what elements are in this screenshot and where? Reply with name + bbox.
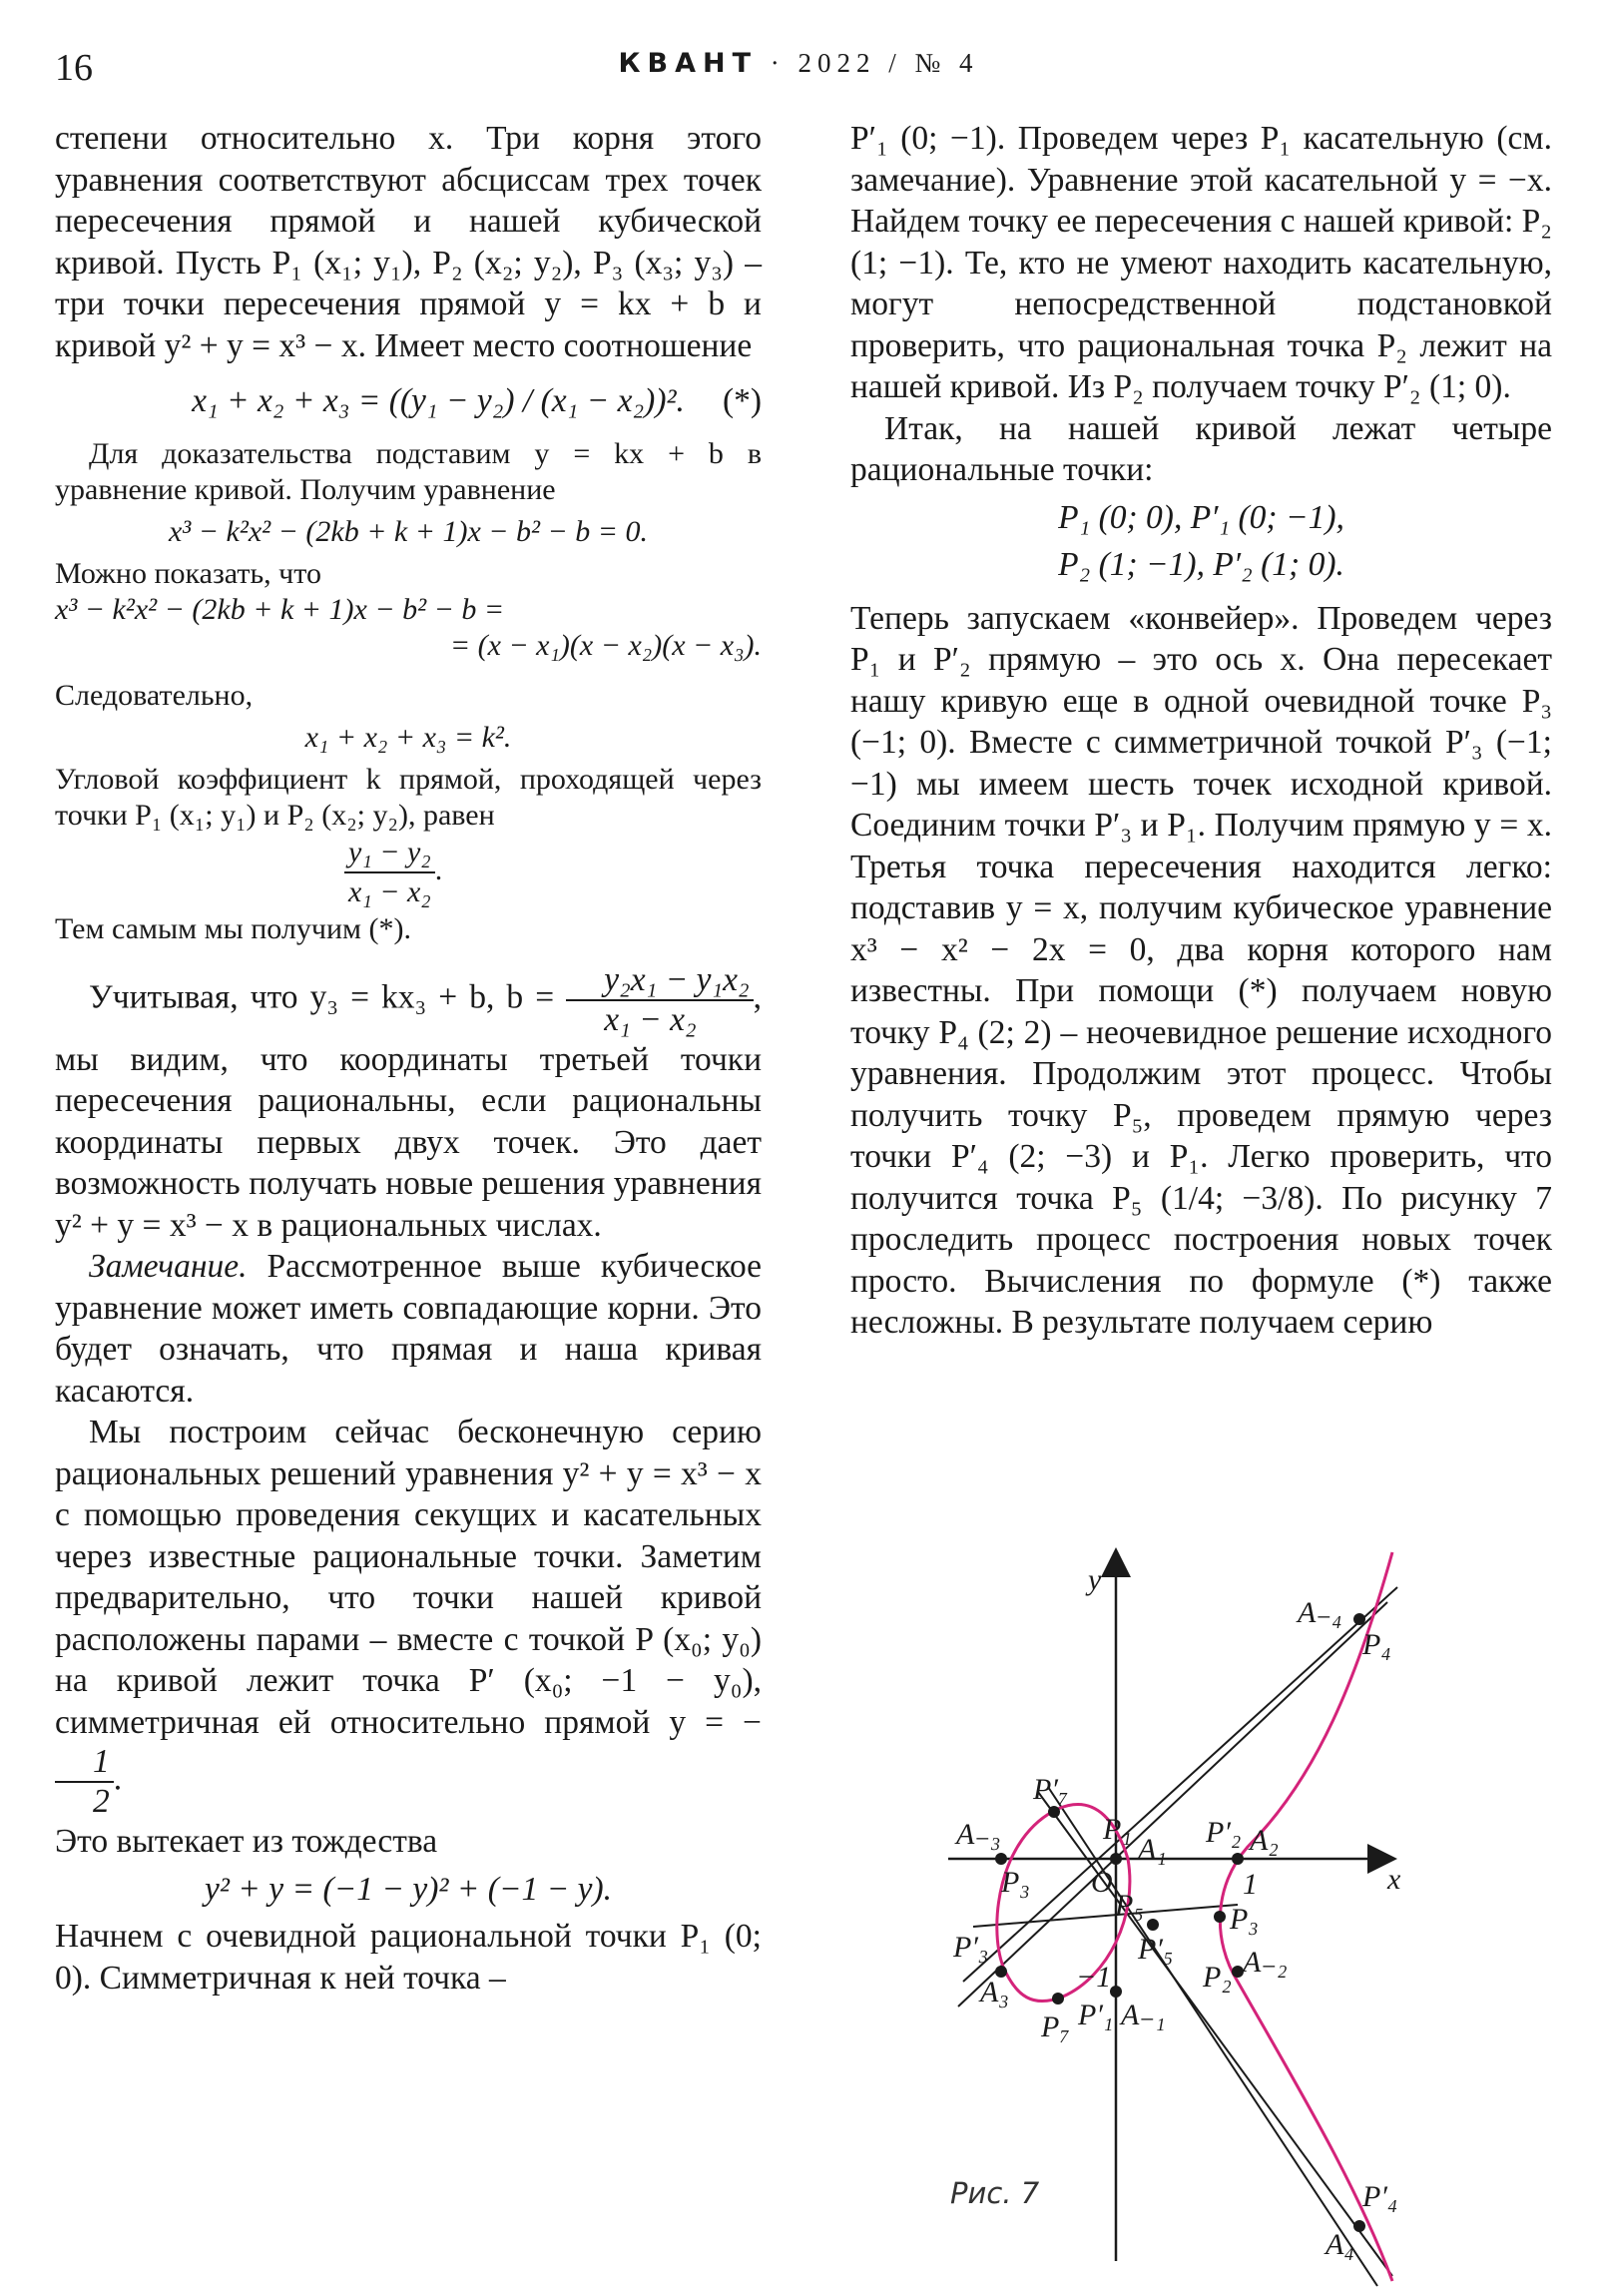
label-P1p: P′₁ [1078,1999,1114,2031]
left-paragraph-6: Тем самым мы получим (*). [55,911,411,945]
point-P1 [1110,1853,1122,1865]
left-paragraph-5: Угловой коэффициент k прямой, проходящей через точки P₁ (x₁; y₁) и P₂ (x₂; y₂), равен [55,762,762,832]
point-P3b [1214,1911,1226,1923]
slope-denominator: x₁ − x₂ [348,874,431,908]
label-A-m2: A₋₂ [1243,1946,1288,1979]
label-P4p: P′₄ [1362,2180,1398,2213]
remark-label: Замечание. [89,1248,248,1285]
point-P4 [1353,1613,1365,1625]
issue-number: · 2022 / № 4 [770,48,979,78]
left-paragraph-9: Это вытекает из тождества [55,1823,438,1860]
right-paragraph-2: Итак, на нашей кривой лежат четыре рациональные точки: [850,409,1552,488]
label-tick-1: 1 [1243,1868,1258,1901]
label-A2: A₂ [1250,1824,1279,1857]
formula-factor-b: = (x − x₁)(x − x₂)(x − x₃). [449,628,762,662]
half-numerator: 1 [55,1743,114,1783]
figure-caption: Рис. 7 [950,2176,1040,2210]
point-P1p [1110,1986,1122,1998]
label-A1: A₁ [1138,1833,1167,1866]
left-paragraph-3: Можно показать, что [55,556,321,590]
point-P7 [1052,1993,1064,2005]
label-P7: P₇ [1041,2010,1070,2043]
b-numerator: y₂x₁ − y₁x₂ [566,961,753,1001]
line-p7p-a4 [1048,1787,1377,2286]
left-paragraph-4: Следовательно, [55,678,254,712]
label-P4: P₄ [1362,1628,1391,1661]
formula-points-2: P₂ (1; −1), P′₂ (1; 0). [1058,546,1344,583]
label-P2: P₂ [1203,1961,1232,1994]
label-P2p: P′₂ [1206,1816,1242,1849]
label-origin: O [1091,1866,1113,1899]
formula-factor-a: x³ − k²x² − (2kb + k + 1)x − b² − b = [55,592,505,626]
point-P3 [995,1853,1007,1865]
formula-sum: x₁ + x₂ + x₃ = k². [304,720,512,754]
formula-identity: y² + y = (−1 − y)² + (−1 − y). [204,1870,613,1908]
slope-numerator: y₁ − y₂ [344,834,435,873]
label-P5p: P′₅ [1138,1933,1174,1966]
label-P3b: P₃ [1230,1903,1259,1936]
p7-start: Учитывая, что y₃ = kx₃ + b, b = [89,978,555,1016]
label-A-m3: A₋₃ [956,1818,1001,1851]
label-P3p: P′₃ [953,1931,989,1964]
label-axis-y: y [1088,1563,1102,1596]
line-p3-p3b [973,1905,1238,1927]
label-axis-x: x [1387,1863,1401,1896]
right-paragraph-1: P′₁ (0; −1). Проведем через P₁ касательную (см. замечание). Уравнение этой касательной y = −x. Найдем точку ее пересечения с нашей кривой: P₂ (1; −1). Те, кто не умеют находить касательную, могут непосредственной подстановкой проверить, что рациональная точка P₂ лежит на нашей кривой. Из P₂ получаем точку P′₂ (1; 0). [850,120,1552,405]
point-P4p [1353,2220,1365,2232]
label-A-m4: A₋₄ [1298,1596,1342,1629]
formula-star-tag: (*) [722,382,762,419]
right-paragraph-3: Теперь запускаем «конвейер». Проведем через P₁ и P′₂ прямую – это ось x. Она пересекает нашу кривую еще в одной очевидной точке P₃ (−1; 0). Вместе с симметричной точкой P′₃ (−1; −1) мы имеем шесть точек исходной кривой. Соединим точки P′₃ и P₁. Получим прямую y = x. Третья точка пересечения находится легко: подставив y = x, получим кубическое уравнение x³ − x² − 2x = 0, два корня которого нам известны. При помощи (*) получаем новую точку P₄ (2; 2) – неочевидное решение исходного уравнения. Продолжим этот процесс. Чтобы получить точку P₅, проведем прямую через точки P′₄ (2; −3) и P₁. Легко проверить, что получится точка P₅ (1/4; −3/8). По рисунку 7 проследить процесс построения новых точек просто. Вычисления по формуле (*) также несложны. В результате получаем серию [850,599,1552,1341]
p7-end: , мы видим, что координаты третьей точки пересечения рациональны, если рациональны координаты первых двух точек. Это дает возможность получать новые решения уравнения y² + y = x³ − x в рациональных числах. [55,978,762,1244]
label-A3: A₃ [980,1976,1009,2009]
label-A-m1: A₋₁ [1121,1999,1166,2031]
half-denominator: 2 [93,1783,110,1820]
remark-text: Рассмотренное выше кубическое уравнение может иметь совпадающие корни. Это будет означать, что прямая и наша кривая касаются. [55,1248,762,1410]
formula-cubic: x³ − k²x² − (2kb + k + 1)x − b² − b = 0. [168,514,649,548]
label-tick-m1: −1 [1076,1961,1112,1994]
point-P2p [1232,1853,1244,1865]
page-number: 16 [55,47,93,89]
label-P7p: P′₇ [1033,1773,1069,1806]
point-P5 [1147,1919,1159,1931]
left-paragraph-2: Для доказательства подставим y = kx + b в уравнение кривой. Получим уравнение [55,436,762,506]
label-P3: P₃ [1001,1866,1030,1899]
point-P7p [1048,1806,1060,1818]
journal-name: КВАНТ [618,48,759,79]
label-A4: A₄ [1326,2228,1354,2261]
formula-points-1: P₁ (0; 0), P′₁ (0; −1), [1058,498,1344,536]
p8-text: Мы построим сейчас бесконечную серию рациональных решений уравнения y² + y = x³ − x с помощью проведения секущих и касательных через известные рациональные точки. Заметим предварительно, что точки нашей кривой расположены парами – вместе с точкой P (x₀; y₀) на кривой лежит точка P′ (x₀; −1 − y₀), симметричная ей относительно прямой y = − [55,1414,762,1741]
label-P5: P₅ [1115,1889,1144,1922]
left-paragraph-1: степени относительно x. Три корня этого уравнения соответствуют абсциссам трех точек пересечения прямой и нашей кубической кривой. Пусть P₁ (x₁; y₁), P₂ (x₂; y₂), P₃ (x₃; y₃) – три точки пересечения прямой y = kx + b и кривой y² + y = x³ − x. Имеет место соотношение [55,120,762,364]
b-denominator: x₁ − x₂ [604,1000,697,1038]
label-P1: P₁ [1103,1813,1132,1846]
formula-star-text: x₁ + x₂ + x₃ = ((y₁ − y₂) / (x₁ − x₂))². [192,382,685,419]
slope-dot: . [434,853,443,886]
curve-points [995,1613,1365,2232]
left-paragraph-10: Начнем с очевидной рациональной точки P₁ (0; 0). Симметричная к ней точка – [55,1918,762,1997]
line-tangent-p1 [1038,1792,1392,2276]
p8-dot: . [113,1760,123,1798]
